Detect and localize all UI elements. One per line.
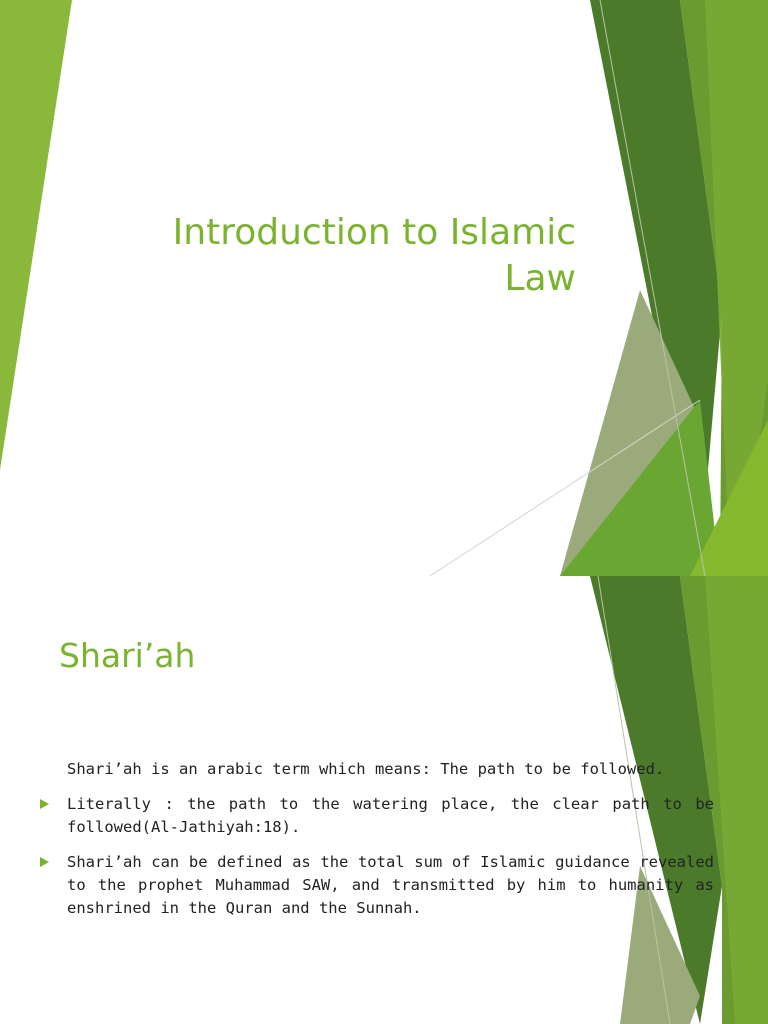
intro-paragraph: Shari’ah is an arabic term which means: The path to be followed. (67, 760, 665, 778)
bullet-item (40, 851, 714, 920)
bullet-item (40, 793, 714, 839)
content-slide (0, 576, 768, 1024)
triangle-bullet-icon (40, 799, 49, 809)
slide-title: Introduction to Islamic Law (172, 212, 576, 299)
bullet-text: Literally : the path to the watering place, the clear path to be followed(Al-Jathiyah:18). (67, 795, 714, 836)
slide-body (40, 758, 714, 932)
bullet-text: Shari’ah can be defined as the total sum of Islamic guidance revealed to the prophet Muhammad SAW, and transmitted by him to humanity as enshrined in the Quran and the Sunnah. (67, 853, 714, 917)
triangle-bullet-icon (40, 857, 49, 867)
slide-heading: Shari’ah (59, 636, 196, 675)
